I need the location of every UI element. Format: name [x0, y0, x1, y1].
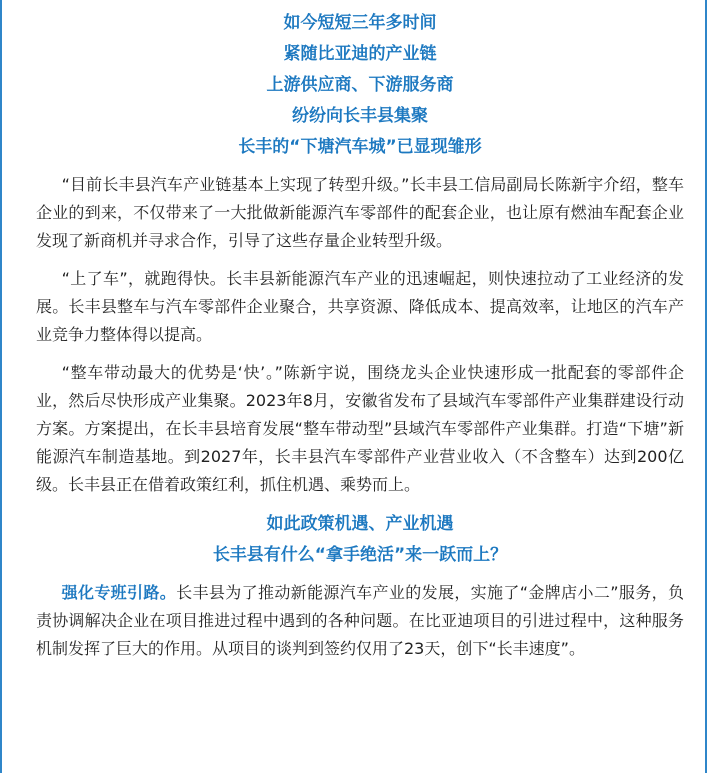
headline-line: 长丰县有什么“拿手绝活”来一跃而上？: [212, 545, 508, 565]
headline-line: 如今短短三年多时间: [283, 13, 437, 33]
article-body: [36, 8, 684, 673]
body-paragraph: “目前长丰县汽车产业链基本上实现了转型升级。”长丰县工信局副局长陈新宇介绍，整车企业的到来，不仅带来了一大批做新能源汽车零部件的配套企业，也让原有燃油车配套企业发现了新商机并寻求合作，引导了这些存量企业转型升级。: [36, 175, 684, 250]
final-paragraph: [36, 579, 684, 663]
headline-group-top: [36, 8, 684, 163]
paragraph-text: 长丰县为了推动新能源汽车产业的发展，实施了“金牌店小二”服务，负责协调解决企业在项目推进过程中遇到的各种问题。在比亚迪项目的引进过程中，这种服务机制发挥了巨大的作用。从项目的谈判到签约仅用了23天，创下“长丰速度”。: [36, 583, 684, 658]
paragraph-lead: 强化专班引路。: [61, 583, 177, 602]
body-paragraph: “上了车”，就跑得快。长丰县新能源汽车产业的迅速崛起，则快速拉动了工业经济的发展。长丰县整车与汽车零部件企业聚合，共享资源、降低成本、提高效率，让地区的汽车产业竞争力整体得以提高。: [36, 269, 684, 344]
headline-line: 紧随比亚迪的产业链: [283, 44, 437, 64]
headline-line: 纷纷向长丰县集聚: [292, 106, 428, 126]
headline-line: 如此政策机遇、产业机遇: [266, 514, 454, 534]
headline-group-mid: [36, 509, 684, 571]
headline-line: 上游供应商、下游服务商: [266, 75, 454, 95]
body-paragraph: “整车带动最大的优势是‘快’。”陈新宇说，围绕龙头企业快速形成一批配套的零部件企业，然后尽快形成产业集聚。2023年8月，安徽省发布了县域汽车零部件产业集群建设行动方案。方案提出，在长丰县培育发展“整车带动型”县域汽车零部件产业集群。打造“下塘”新能源汽车制造基地。到2027年，长丰县汽车零部件产业营业收入（不含整车）达到200亿级。长丰县正在借着政策红利，抓住机遇、乘势而上。: [36, 363, 684, 494]
headline-line: 长丰的“下塘汽车城”已显现雏形: [238, 137, 482, 157]
